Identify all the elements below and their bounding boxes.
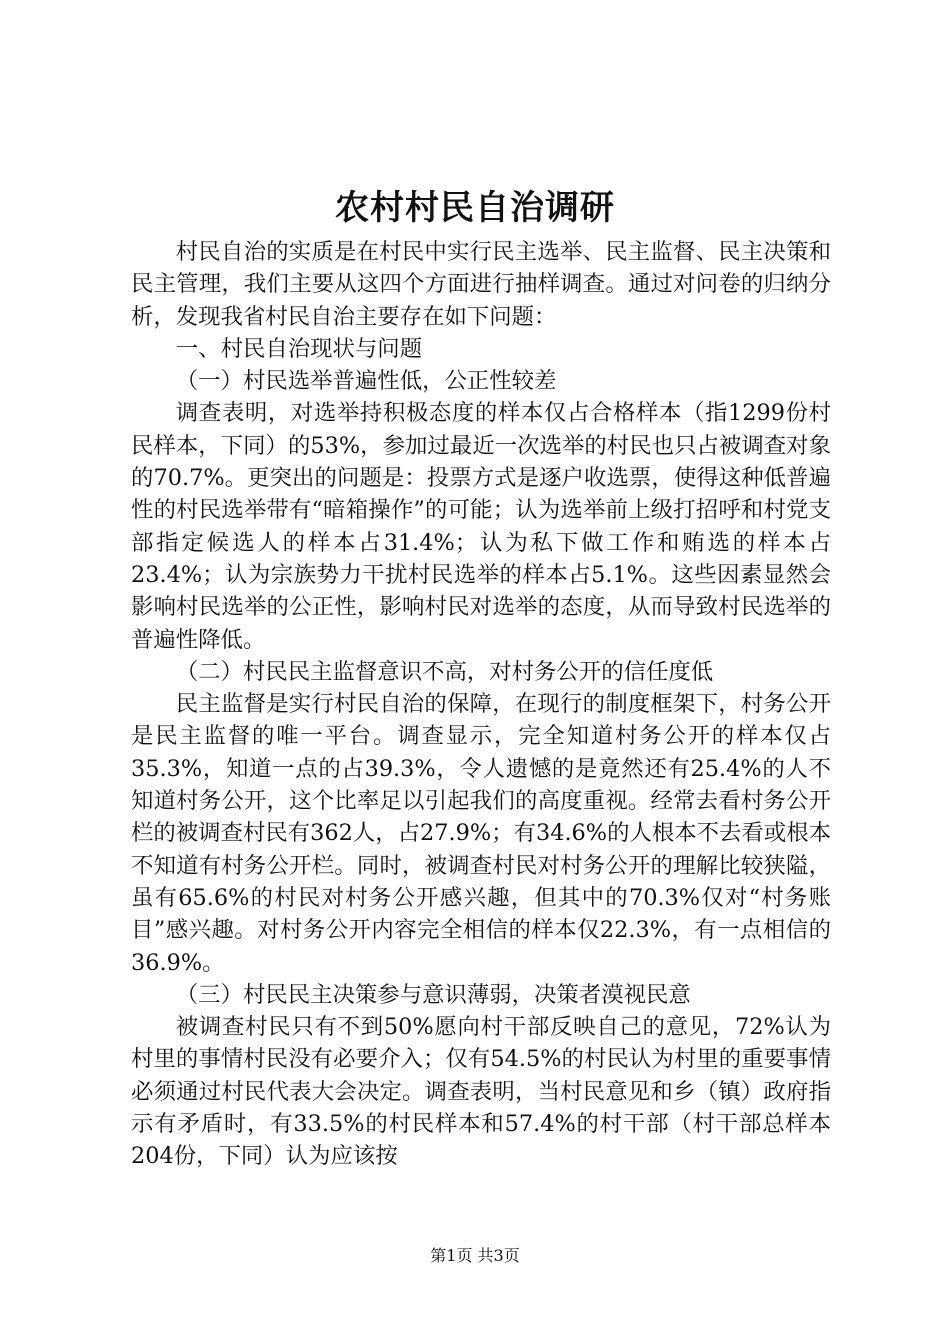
paragraph-supervision: 民主监督是实行村民自治的保障，在现行的制度框架下，村务公开是民主监督的唯一平台。调查显示，完全知道村务公开的样本仅占35.3%，知道一点的占39.3%，令人遗憾的是竟然还有25.4%的人不知道村务公开，这个比率足以引起我们的高度重视。经常去看村务公开栏的被调查村民有362人，占27.9%；有34.6%的人根本不去看或根本不知道有村务公开栏。同时，被调查村民对村务公开的理解比较狭隘，虽有65.6%的村民对村务公开感兴趣，但其中的70.3%仅对“村务账目”感兴趣。对村务公开内容完全相信的样本仅22.3%，有一点相信的36.9%。 bbox=[131, 691, 831, 976]
subsection-heading-2: （二）村民民主监督意识不高，对村务公开的信任度低 bbox=[175, 658, 714, 685]
paragraph-decision: 被调查村民只有不到50%愿向村干部反映自己的意见，72%认为村里的事情村民没有必要介入；仅有54.5%的村民认为村里的重要事情必须通过村民代表大会决定。调查表明，当村民意见和乡（镇）政府指示有矛盾时，有33.5%的村民样本和57.4%的村干部（村干部总样本204份，下同）认为应该按 bbox=[131, 1014, 831, 1170]
paragraph-election: 调查表明，对选举持积极态度的样本仅占合格样本（指1299份村民样本，下同）的53%，参加过最近一次选举的村民也只占被调查对象的70.7%。更突出的问题是：投票方式是逐户收选票，使得这种低普遍性的村民选举带有“暗箱操作”的可能；认为选举前上级打招呼和村党支部指定候选人的样本占31.4%；认为私下做工作和贿选的样本占23.4%；认为宗族势力干扰村民选举的样本占5.1%。这些因素显然会影响村民选举的公正性，影响村民对选举的态度，从而导致村民选举的普遍性降低。 bbox=[131, 400, 831, 653]
paragraph-intro: 村民自治的实质是在村民中实行民主选举、民主监督、民主决策和民主管理，我们主要从这四个方面进行抽样调查。通过对问卷的归纳分析，发现我省村民自治主要存在如下问题： bbox=[131, 239, 831, 330]
subsection-heading-3: （三）村民民主决策参与意识薄弱，决策者漠视民意 bbox=[175, 981, 691, 1008]
page-number-footer: 第1页 共3页 bbox=[430, 1246, 520, 1265]
document-body bbox=[131, 236, 831, 1173]
subsection-heading-1: （一）村民选举普遍性低，公正性较差 bbox=[175, 368, 557, 395]
document-title: 农村村民自治调研 bbox=[335, 188, 615, 228]
section-heading-1: 一、村民自治现状与问题 bbox=[175, 335, 423, 362]
